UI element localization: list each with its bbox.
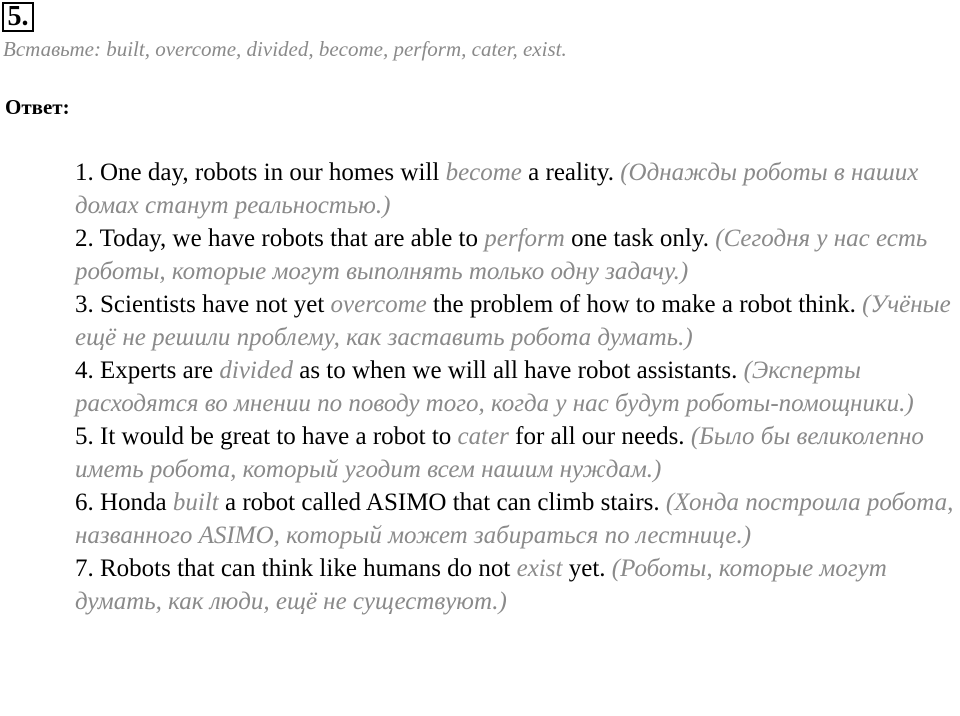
answer-text-after: a reality. bbox=[528, 159, 614, 186]
answer-translation: (Учёные ещё не решили проблему, как заставить робота думать.) bbox=[75, 291, 951, 351]
inserted-word: divided bbox=[219, 357, 293, 384]
answer-item bbox=[75, 288, 960, 354]
answer-text-after: one task only. bbox=[571, 225, 710, 252]
answer-number: 3. bbox=[75, 291, 94, 318]
answer-text-before: Robots that can think like humans do not bbox=[100, 555, 511, 582]
answer-item bbox=[75, 354, 960, 420]
answer-list bbox=[75, 156, 960, 618]
answer-translation: (Сегодня у нас есть роботы, которые могут выполнять только одну задачу.) bbox=[75, 225, 928, 285]
answer-text-before: Experts are bbox=[100, 357, 214, 384]
answer-item bbox=[75, 222, 960, 288]
answer-item bbox=[75, 486, 960, 552]
answer-item bbox=[75, 420, 960, 486]
inserted-word: exist bbox=[516, 555, 563, 582]
answer-text-after: as to when we will all have robot assistants. bbox=[299, 357, 738, 384]
answer-number: 6. bbox=[75, 489, 94, 516]
answer-heading: Ответ: bbox=[5, 95, 70, 119]
answer-text-after: the problem of how to make a robot think. bbox=[433, 291, 856, 318]
inserted-word: overcome bbox=[330, 291, 427, 318]
exercise-number: 5. bbox=[2, 2, 34, 32]
answer-number: 4. bbox=[75, 357, 94, 384]
answer-text-before: Honda bbox=[100, 489, 167, 516]
inserted-word: cater bbox=[457, 423, 509, 450]
answer-text-before: One day, robots in our homes will bbox=[100, 159, 440, 186]
answer-number: 2. bbox=[75, 225, 94, 252]
answer-translation: (Эксперты расходятся во мнении по поводу того, когда у нас будут роботы-помощники.) bbox=[75, 357, 914, 417]
answer-text-after: a robot called ASIMO that can climb stairs. bbox=[225, 489, 660, 516]
answer-number: 1. bbox=[75, 159, 94, 186]
instruction-text: Вставьте: built, overcome, divided, become, perform, cater, exist. bbox=[3, 37, 567, 61]
answer-translation: (Было бы великолепно иметь робота, который угодит всем нашим нуждам.) bbox=[75, 423, 924, 483]
answer-number: 5. bbox=[75, 423, 94, 450]
answer-translation: (Роботы, которые могут думать, как люди, ещё не существуют.) bbox=[75, 555, 887, 615]
answer-text-after: for all our needs. bbox=[515, 423, 685, 450]
answer-item bbox=[75, 156, 960, 222]
answer-text-after: yet. bbox=[568, 555, 606, 582]
answer-translation: (Хонда построила робота, названного ASIMO, который может забираться по лестнице.) bbox=[75, 489, 954, 549]
inserted-word: built bbox=[172, 489, 219, 516]
inserted-word: become bbox=[445, 159, 522, 186]
answer-text-before: Today, we have robots that are able to bbox=[99, 225, 478, 252]
inserted-word: perform bbox=[484, 225, 565, 252]
answer-translation: (Однажды роботы в наших домах станут реальностью.) bbox=[75, 159, 919, 219]
answer-number: 7. bbox=[75, 555, 94, 582]
answer-text-before: Scientists have not yet bbox=[100, 291, 325, 318]
answer-text-before: It would be great to have a robot to bbox=[100, 423, 452, 450]
answer-item bbox=[75, 552, 960, 618]
